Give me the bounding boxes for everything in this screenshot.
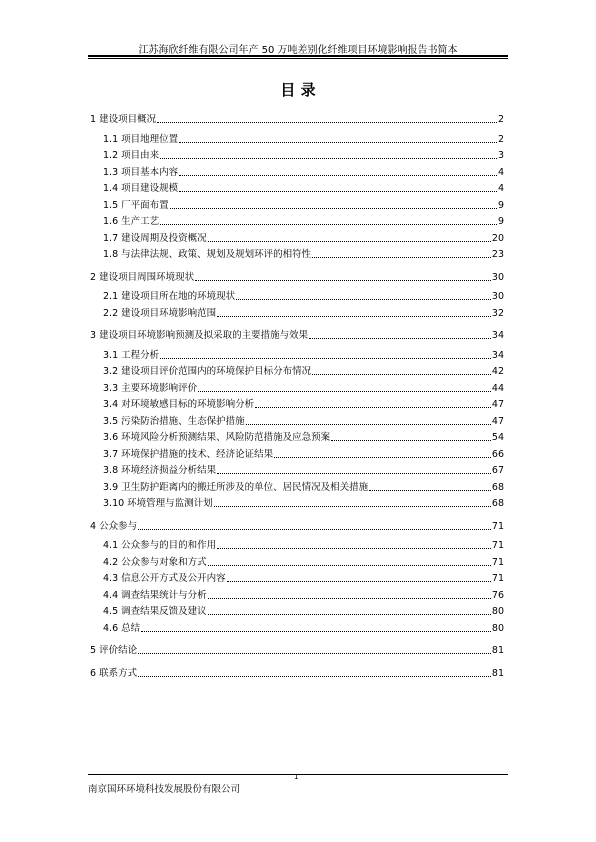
- toc-entry[interactable]: [103, 247, 504, 261]
- toc-entry[interactable]: [90, 112, 504, 126]
- toc-entry-label: 2 建设项目周围环境现状: [90, 271, 195, 283]
- toc-entry-label: 2.1 建设项目所在地的环境现状: [103, 291, 236, 302]
- toc-entry-label: 3.6 环境风险分析预测结果、风险防范措施及应急预案: [103, 432, 331, 443]
- toc-entry-page: 9: [497, 216, 504, 227]
- toc-entry[interactable]: [103, 447, 504, 461]
- footer-company: 南京国环环境科技发展股份有限公司: [88, 784, 241, 795]
- toc-entry-page: 76: [491, 589, 504, 601]
- toc-entry-label: 3.10 环境管理与监测计划: [103, 498, 213, 509]
- toc-entry-label: 1.8 与法律法规、政策、规划及规划环评的相符性: [103, 249, 312, 260]
- toc-leader-dots: [331, 439, 491, 441]
- toc-entry-page: 68: [491, 498, 504, 509]
- toc-leader-dots: [157, 121, 497, 123]
- toc-entry-page: 34: [491, 330, 504, 341]
- toc-entry[interactable]: [103, 348, 504, 362]
- toc-entry-label: 4.3 信息公开方式及公开内容: [103, 573, 226, 584]
- toc-entry[interactable]: [103, 289, 504, 303]
- toc-title: 目 录: [280, 81, 316, 99]
- toc-leader-dots: [217, 315, 491, 317]
- toc-entry-page: 47: [491, 399, 504, 410]
- toc-entry[interactable]: [103, 555, 504, 569]
- toc-entry-label: 5 评价结论: [90, 645, 138, 656]
- toc-leader-dots: [208, 613, 491, 615]
- toc-entry-page: 4: [497, 183, 504, 194]
- toc-entry[interactable]: [103, 480, 504, 494]
- toc-entry-page: 2: [497, 133, 504, 145]
- toc-entry-page: 20: [491, 232, 504, 244]
- toc-leader-dots: [160, 157, 497, 159]
- toc-entry-label: 4.1 公众参与的目的和作用: [103, 540, 217, 551]
- toc-entry[interactable]: [90, 666, 504, 680]
- toc-leader-dots: [208, 240, 491, 242]
- toc-leader-dots: [214, 505, 491, 507]
- toc-leader-dots: [208, 597, 491, 599]
- toc-entry-label: 3.2 建设项目评价范围内的环境保护目标分布情况: [103, 366, 312, 377]
- toc-entry-page: 42: [491, 366, 504, 377]
- header-title: 江苏海欣纤维有限公司年产 50 万吨差别化纤维项目环境影响报告书简本: [138, 45, 458, 56]
- toc-entry[interactable]: [103, 181, 504, 195]
- toc-entry-label: 1.4 项目建设规模: [103, 183, 179, 194]
- toc-leader-dots: [198, 390, 491, 392]
- toc-entry-label: 2.2 建设项目环境影响范围: [103, 307, 217, 319]
- header-rule: [88, 55, 508, 57]
- page-number: 1: [294, 773, 299, 781]
- toc-leader-dots: [312, 256, 491, 258]
- toc-entry-page: 71: [491, 573, 504, 584]
- toc-entry-label: 3.7 环境保护措施的技术、经济论证结果: [103, 448, 274, 460]
- toc-entry[interactable]: [103, 538, 504, 552]
- toc-entry[interactable]: [103, 397, 504, 411]
- toc-entry-label: 1.3 项目基本内容: [103, 166, 179, 178]
- toc-entry-label: 3 建设项目环境影响预测及拟采取的主要措施与效果: [90, 330, 309, 341]
- toc-entry-page: 81: [491, 667, 504, 679]
- toc-entry-label: 1.6 生产工艺: [103, 216, 160, 227]
- toc-leader-dots: [236, 298, 491, 300]
- toc-entry[interactable]: [103, 588, 504, 602]
- toc-entry-page: 81: [491, 645, 504, 656]
- toc-leader-dots: [160, 223, 497, 225]
- toc-entry-page: 71: [491, 540, 504, 551]
- toc-entry[interactable]: [103, 414, 504, 428]
- toc-entry-page: 4: [497, 166, 504, 178]
- toc-leader-dots: [138, 528, 491, 530]
- toc-entry-label: 4 公众参与: [90, 520, 138, 532]
- toc-entry-page: 67: [491, 465, 504, 476]
- toc-entry-label: 4.4 调查结果统计与分析: [103, 589, 207, 601]
- toc-entry-label: 1 建设项目概况: [90, 114, 157, 125]
- toc-entry-page: 3: [497, 150, 504, 161]
- toc-leader-dots: [141, 630, 491, 632]
- toc-entry-page: 66: [491, 448, 504, 460]
- toc-entry-label: 1.7 建设周期及投资概况: [103, 232, 207, 244]
- toc-leader-dots: [179, 174, 497, 176]
- toc-entry-page: 32: [491, 307, 504, 319]
- toc-entry-label: 3.5 污染防治措施、生态保护措施: [103, 415, 245, 427]
- toc-leader-dots: [255, 406, 491, 408]
- toc-entry-label: 4.5 调查结果反馈及建议: [103, 606, 207, 617]
- toc-entry[interactable]: [103, 132, 504, 146]
- toc-leader-dots: [312, 373, 491, 375]
- toc-entry-page: 54: [491, 432, 504, 443]
- toc-entry[interactable]: [103, 214, 504, 228]
- toc-entry-label: 1.2 项目由来: [103, 150, 160, 161]
- toc-entry-label: 4.6 总结: [103, 622, 141, 634]
- toc-leader-dots: [170, 207, 497, 209]
- toc-entry[interactable]: [90, 519, 504, 533]
- toc-entry[interactable]: [103, 381, 504, 395]
- toc-entry[interactable]: [103, 496, 504, 510]
- toc-leader-dots: [195, 279, 491, 281]
- toc-entry[interactable]: [103, 306, 504, 320]
- toc-entry-page: 71: [491, 520, 504, 532]
- toc-entry[interactable]: [90, 328, 504, 342]
- toc-entry[interactable]: [103, 364, 504, 378]
- toc-entry-page: 9: [497, 199, 504, 211]
- toc-entry[interactable]: [103, 198, 504, 212]
- toc-leader-dots: [227, 580, 491, 582]
- toc-entry[interactable]: [103, 604, 504, 618]
- toc-entry[interactable]: [103, 231, 504, 245]
- toc-entry[interactable]: [103, 571, 504, 585]
- toc-leader-dots: [160, 357, 491, 359]
- toc-entry[interactable]: [103, 430, 504, 444]
- toc-entry-page: 80: [491, 606, 504, 617]
- toc-entry[interactable]: [103, 621, 504, 635]
- toc-entry-label: 3.1 工程分析: [103, 349, 160, 361]
- toc-entry-label: 3.8 环境经济损益分析结果: [103, 465, 217, 476]
- toc-entry-page: 44: [491, 382, 504, 394]
- toc-entry-label: 1.1 项目地理位置: [103, 133, 179, 145]
- toc-entry-label: 3.3 主要环境影响评价: [103, 382, 198, 394]
- toc-leader-dots: [179, 141, 497, 143]
- toc-entry[interactable]: [90, 643, 504, 657]
- toc-entry-page: 68: [491, 481, 504, 493]
- toc-entry[interactable]: [103, 165, 504, 179]
- toc-leader-dots: [208, 564, 491, 566]
- toc-entry-label: 6 联系方式: [90, 667, 138, 679]
- toc-entry[interactable]: [90, 270, 504, 284]
- toc-leader-dots: [369, 489, 491, 491]
- toc-entry-page: 30: [491, 291, 504, 302]
- toc-entry-label: 3.4 对环境敏感目标的环境影响分析: [103, 399, 255, 410]
- toc-entry[interactable]: [103, 148, 504, 162]
- toc-leader-dots: [246, 423, 491, 425]
- header-rule-thin: [88, 58, 508, 59]
- toc-leader-dots: [217, 547, 491, 549]
- toc-entry-page: 2: [497, 114, 504, 125]
- toc-entry-page: 23: [491, 249, 504, 260]
- toc-leader-dots: [309, 337, 491, 339]
- toc-leader-dots: [138, 675, 491, 677]
- toc-leader-dots: [138, 652, 491, 654]
- toc-entry-page: 80: [491, 622, 504, 634]
- toc-entry-label: 3.9 卫生防护距离内的搬迁所涉及的单位、居民情况及相关措施: [103, 481, 369, 493]
- toc-leader-dots: [179, 190, 497, 192]
- toc-entry-page: 71: [491, 556, 504, 568]
- toc-leader-dots: [274, 456, 491, 458]
- toc-entry-page: 34: [491, 349, 504, 361]
- toc-entry-label: 4.2 公众参与对象和方式: [103, 556, 207, 568]
- toc-entry-page: 47: [491, 415, 504, 427]
- toc-entry-label: 1.5 厂平面布置: [103, 199, 169, 211]
- toc-entry[interactable]: [103, 463, 504, 477]
- toc-entry-page: 30: [491, 271, 504, 283]
- toc-leader-dots: [217, 472, 491, 474]
